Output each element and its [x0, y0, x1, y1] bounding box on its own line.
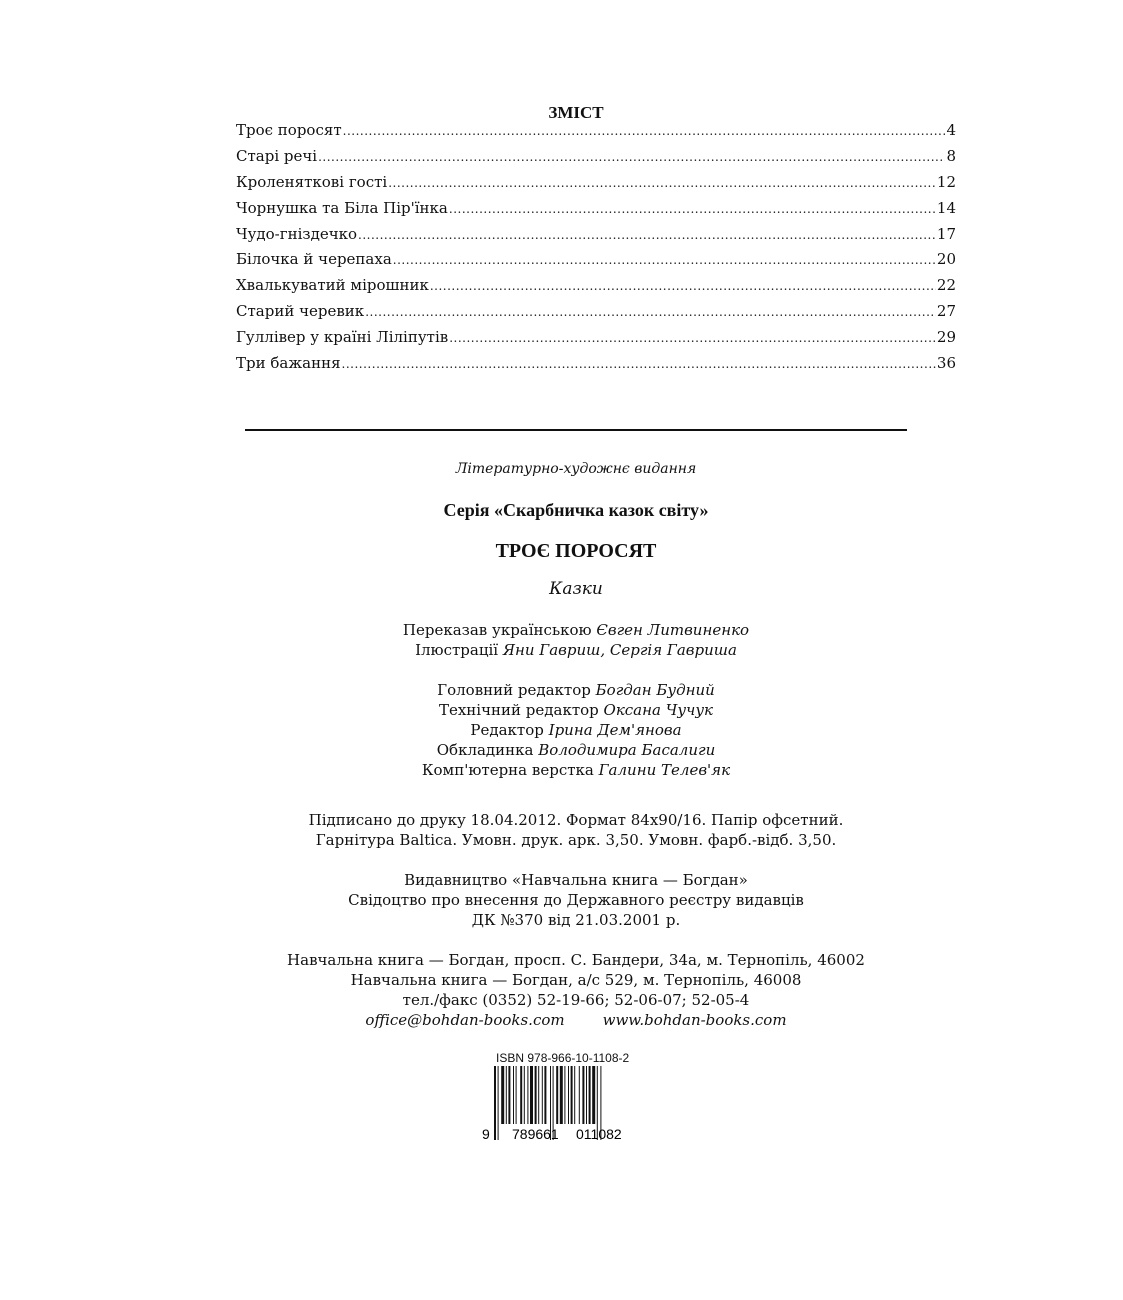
toc-entry-name: Троє поросят	[236, 121, 342, 139]
barcode-bar	[524, 1066, 525, 1124]
toc-entry-name: Старі речі	[236, 146, 318, 165]
toc-dot-leader	[342, 357, 936, 371]
publisher-info	[0, 870, 1123, 930]
staff-line: Комп'ютерна верстка Галини Телев'як	[421, 761, 731, 779]
print-specs	[0, 810, 1123, 850]
address-line: тел./факс (0352) 52-19-66; 52-06-07; 52-05-4	[402, 991, 750, 1009]
barcode-bar	[589, 1066, 591, 1124]
barcode-bar	[560, 1066, 563, 1124]
toc-entry-page: 17	[936, 224, 956, 243]
barcode-bar	[538, 1066, 539, 1124]
toc-entry	[236, 225, 956, 251]
toc-entry-page: 12	[936, 172, 956, 191]
toc-entry-page: 20	[936, 250, 956, 269]
genre-label: Літературно-художнє видання	[455, 461, 697, 477]
toc-entry-name: Білочка й черепаха	[236, 250, 392, 269]
toc-title: ЗМІСТ	[548, 103, 604, 122]
toc-entry-name: Три бажання	[236, 354, 341, 373]
toc-dot-leader	[430, 279, 936, 293]
isbn-label: ISBN 978-966-10-1108-2	[496, 1051, 630, 1065]
barcode-bar	[592, 1066, 595, 1124]
toc-dot-leader	[449, 202, 936, 216]
toc-entry-page: 14	[936, 198, 956, 217]
toc-entry	[236, 354, 956, 380]
credit-line: Ілюстрації Яни Гавриш, Сергія Гавриша	[415, 641, 737, 659]
barcode-bar	[586, 1066, 587, 1124]
table-of-contents	[236, 121, 956, 380]
barcode-bar	[544, 1066, 546, 1124]
toc-entry-name: Чорнушка та Біла Пір'їнка	[236, 198, 448, 217]
staff-line: Головний редактор Богдан Будний	[437, 681, 715, 699]
toc-dot-leader	[393, 253, 936, 267]
barcode-bar	[498, 1066, 499, 1140]
toc-entry	[236, 250, 956, 276]
toc-dot-leader	[343, 124, 946, 138]
address-block	[0, 950, 1123, 1030]
staff-line: Технічний редактор Оксана Чучук	[438, 701, 714, 719]
barcode-bar	[564, 1066, 565, 1124]
staff-block	[0, 680, 1123, 780]
contacts-line	[365, 1010, 786, 1030]
barcode-bar	[516, 1066, 517, 1124]
toc-entry	[236, 121, 956, 147]
website-link[interactable]: www.bohdan-books.com	[602, 1011, 787, 1029]
toc-dot-leader	[358, 228, 936, 242]
toc-entry-page: 4	[946, 121, 956, 139]
toc-entry	[236, 328, 956, 354]
publisher-line: ДК №370 від 21.03.2001 р.	[471, 911, 681, 929]
barcode-digits-left: 789661	[512, 1126, 559, 1142]
toc-entry-name: Гуллівер у країні Ліліпутів	[236, 328, 449, 347]
barcode-bar	[571, 1066, 573, 1124]
spec-line: Підписано до друку 18.04.2012. Формат 84х90/16. Папір офсетний.	[308, 811, 844, 829]
barcode-bar	[556, 1066, 558, 1124]
barcode-bar	[579, 1066, 580, 1124]
barcode-bar	[574, 1066, 575, 1124]
barcode-bar	[568, 1066, 569, 1124]
toc-dot-leader	[318, 150, 945, 164]
toc-entry	[236, 199, 956, 225]
credit-line: Переказав українською Євген Литвиненко	[402, 621, 750, 639]
toc-entry-name: Хвалькуватий мірошник	[236, 276, 429, 295]
credits-block	[0, 620, 1123, 660]
toc-entry	[236, 276, 956, 302]
toc-dot-leader	[365, 305, 936, 319]
barcode-bar	[506, 1066, 507, 1124]
toc-entry-name: Старий черевик	[236, 302, 365, 321]
toc-entry-page: 29	[936, 328, 956, 347]
toc-entry-page: 22	[936, 276, 956, 295]
book-title: ТРОЄ ПОРОСЯТ	[495, 540, 657, 562]
toc-entry	[236, 173, 956, 199]
staff-line: Редактор Ірина Дем'янова	[470, 721, 682, 739]
toc-entry-page: 36	[936, 354, 956, 373]
toc-entry-name: Кроленяткові гості	[236, 172, 388, 191]
barcode-bar	[513, 1066, 514, 1124]
barcode-bar	[520, 1066, 522, 1124]
address-line: Навчальна книга — Богдан, просп. С. Бандери, 34а, м. Тернопіль, 46002	[287, 951, 865, 969]
toc-dot-leader	[449, 331, 936, 345]
toc-entry-name: Чудо-гніздечко	[236, 224, 358, 243]
staff-line: Обкладинка Володимира Басалиги	[436, 741, 716, 759]
toc-dot-leader	[388, 176, 936, 190]
barcode-bar	[542, 1066, 543, 1124]
barcode-digits-right: 011082	[576, 1126, 622, 1142]
publisher-line: Видавництво «Навчальна книга — Богдан»	[404, 871, 748, 889]
spec-line: Гарнітура Baltica. Умовн. друк. арк. 3,50. Умовн. фарб.-відб. 3,50.	[315, 831, 837, 849]
address-line: Навчальна книга — Богдан, а/с 529, м. Тернопіль, 46008	[350, 971, 802, 989]
book-subtitle: Казки	[549, 579, 603, 599]
barcode-digit-first: 9	[482, 1126, 490, 1142]
barcode-bar	[582, 1066, 584, 1124]
toc-entry	[236, 147, 956, 173]
barcode-bar	[527, 1066, 528, 1124]
toc-entry-page: 8	[946, 146, 956, 165]
isbn-barcode	[482, 1066, 642, 1142]
barcode-bar	[530, 1066, 533, 1124]
divider-rule	[245, 429, 907, 431]
publisher-line: Свідоцтво про внесення до Державного реєстру видавців	[348, 891, 804, 909]
toc-entry	[236, 302, 956, 328]
barcode-bar	[508, 1066, 510, 1124]
series-title: Серія «Скарбничка казок світу»	[443, 500, 709, 520]
barcode-bar	[535, 1066, 537, 1124]
barcode-bar	[494, 1066, 496, 1140]
toc-entry-page: 27	[936, 302, 956, 321]
email-link[interactable]: office@bohdan-books.com	[365, 1011, 565, 1029]
barcode-bar	[501, 1066, 504, 1124]
